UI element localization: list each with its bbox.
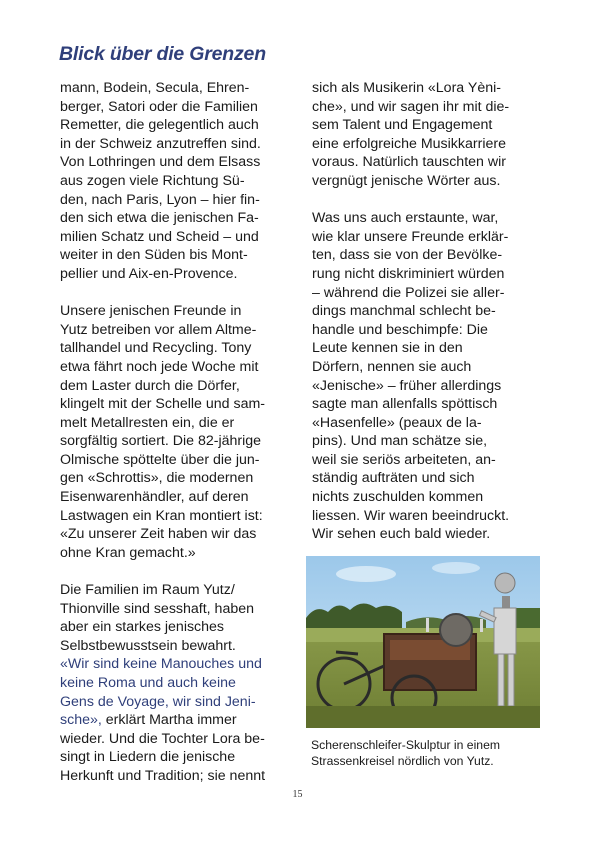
text-line: [312, 507, 547, 526]
body-text: Dörfern, nennen sie auch: [312, 358, 472, 375]
body-text: «Jenische» – früher allerdings: [312, 377, 502, 394]
text-line: [60, 711, 295, 730]
text-line: [312, 395, 547, 414]
body-text: vergnügt jenische Wörter aus.: [312, 172, 501, 189]
body-text: singt in Liedern die jenische: [60, 749, 236, 766]
body-text: etwa fährt noch jede Woche mit: [60, 358, 259, 375]
body-text: pellier und Aix-en-Provence.: [60, 265, 238, 282]
text-line: [60, 451, 295, 470]
page-heading: Blick über die Grenzen: [59, 43, 266, 65]
body-text: Die Familien im Raum Yutz/: [60, 582, 235, 599]
text-line: [60, 693, 295, 712]
body-text: voraus. Natürlich tauschten wir: [312, 154, 506, 171]
text-line: [60, 191, 295, 210]
quote-text: Gens de Voyage, wir sind Jeni-: [60, 693, 256, 710]
text-line: [60, 358, 295, 377]
text-line: [60, 488, 295, 507]
text-line: [60, 79, 295, 98]
text-line: [312, 79, 547, 98]
text-line: [60, 730, 295, 749]
body-text: liessen. Wir waren beeindruckt.: [312, 507, 510, 524]
body-text: Lastwagen ein Kran montiert ist:: [60, 507, 263, 524]
body-text: mann, Bodein, Secula, Ehren-: [60, 80, 250, 96]
body-text: wieder. Und die Tochter Lora be-: [60, 730, 265, 747]
body-text: klingelt mit der Schelle und sam-: [60, 396, 266, 413]
body-text: ohne Kran gemacht.»: [60, 544, 196, 561]
body-text: ten, dass sie von der Bevölke-: [312, 247, 503, 264]
paragraph-gap: [60, 284, 295, 303]
text-line: [312, 432, 547, 451]
text-line: [312, 135, 547, 154]
body-text: che», und wir sagen ihr mit die-: [312, 98, 510, 115]
text-line: [312, 246, 547, 265]
body-text: Von Lothringen und dem Elsass: [60, 154, 261, 171]
body-text: sich als Musikerin «Lora Yèni-: [312, 80, 501, 96]
body-text: aus zogen viele Richtung Sü-: [60, 172, 245, 189]
caption-line: Scherenschleifer-Skulptur in einem: [311, 738, 500, 752]
body-text: Yutz betreiben vor allem Altme-: [60, 321, 257, 338]
body-text: melt Metallresten ein, die er: [60, 414, 235, 431]
right-text-column: [312, 79, 547, 544]
text-line: [312, 358, 547, 377]
body-text: weiter in den Süden bis Mont-: [60, 247, 248, 264]
text-line: [60, 246, 295, 265]
text-line: [60, 748, 295, 767]
body-text: ständig aufträten und sich: [312, 470, 475, 487]
text-line: [60, 321, 295, 340]
text-line: [60, 302, 295, 321]
body-text: Thionville sind sesshaft, haben: [60, 600, 255, 617]
body-text: Olmische spöttelte über die jun-: [60, 451, 260, 468]
body-text: dem Laster durch die Dörfer,: [60, 377, 240, 394]
text-line: [60, 618, 295, 637]
body-text: den sich etwa die jenischen Fa-: [60, 210, 259, 227]
text-line: [312, 339, 547, 358]
text-line: [60, 767, 295, 786]
text-line: [312, 488, 547, 507]
body-text: Herkunft und Tradition; sie nennt: [60, 767, 266, 784]
body-text: in der Schweiz anzutreffen sind.: [60, 135, 261, 152]
text-line: [60, 116, 295, 135]
photo-caption: [311, 737, 546, 769]
page-number: 15: [292, 789, 303, 800]
text-line: [60, 135, 295, 154]
text-line: [312, 469, 547, 488]
text-line: [312, 209, 547, 228]
text-line: [60, 637, 295, 656]
sculpture-photo: [306, 556, 540, 728]
text-line: [60, 469, 295, 488]
text-line: [60, 600, 295, 619]
body-text: weil sie seriös arbeiteten, an-: [312, 451, 496, 468]
body-text: Remetter, die gelegentlich auch: [60, 117, 259, 134]
body-text: sorgfältig sortiert. Die 82-jährige: [60, 433, 262, 450]
body-text: – während die Polizei sie aller-: [312, 284, 505, 301]
text-line: [312, 302, 547, 321]
body-text: aber ein starkes jenisches: [60, 619, 225, 636]
quote-text: sche»,: [60, 712, 102, 729]
text-line: [312, 525, 547, 544]
body-text: Leute kennen sie in den: [312, 340, 463, 357]
text-line: [312, 265, 547, 284]
text-line: [312, 116, 547, 135]
text-line: [60, 228, 295, 247]
text-line: [312, 414, 547, 433]
body-text: handle und beschimpfe: Die: [312, 321, 488, 338]
text-line: [60, 377, 295, 396]
body-text: «Zu unserer Zeit haben wir das: [60, 526, 257, 543]
left-text-column: [60, 79, 295, 786]
body-text: Was uns auch erstaunte, war,: [312, 210, 499, 227]
text-line: [60, 153, 295, 172]
text-line: [312, 153, 547, 172]
text-line: [60, 507, 295, 526]
text-line: [312, 98, 547, 117]
body-text: eine erfolgreiche Musikkarriere: [312, 135, 506, 152]
body-text: tallhandel und Recycling. Tony: [60, 340, 252, 357]
body-text: Unsere jenischen Freunde in: [60, 303, 242, 320]
quote-text: keine Roma und auch keine: [60, 675, 236, 691]
paragraph-gap: [60, 562, 295, 581]
text-line: [60, 525, 295, 544]
text-line: [312, 228, 547, 247]
paragraph-gap: [312, 191, 547, 210]
body-text: milien Schatz und Scheid – und: [60, 228, 259, 245]
caption-line: Strassenkreisel nördlich von Yutz.: [311, 754, 494, 768]
body-text: sem Talent und Engagement: [312, 117, 493, 134]
text-line: [60, 581, 295, 600]
body-text: rung nicht diskriminiert würden: [312, 265, 505, 282]
body-text: Eisenwarenhändler, auf deren: [60, 489, 249, 506]
text-line: [60, 265, 295, 284]
text-line: [60, 98, 295, 117]
text-line: [60, 209, 295, 228]
text-line: [60, 172, 295, 191]
text-line: [60, 395, 295, 414]
text-line: [60, 339, 295, 358]
text-line: [312, 321, 547, 340]
text-line: [312, 284, 547, 303]
text-line: [60, 432, 295, 451]
body-text: den, nach Paris, Lyon – hier fin-: [60, 191, 260, 208]
body-text: berger, Satori oder die Familien: [60, 98, 258, 115]
body-text: wie klar unsere Freunde erklär-: [312, 228, 509, 245]
body-text: dings manchmal schlecht be-: [312, 303, 496, 320]
body-text: erklärt Martha immer: [101, 712, 237, 729]
body-text: gen «Schrottis», die modernen: [60, 470, 254, 487]
body-text: «Hasenfelle» (peaux de la-: [312, 414, 482, 431]
text-line: [60, 655, 295, 674]
body-text: Wir sehen euch bald wieder.: [312, 526, 491, 543]
text-line: [60, 414, 295, 433]
body-text: nichts zuschulden kommen: [312, 489, 484, 506]
text-line: [60, 544, 295, 563]
quote-text: «Wir sind keine Manouches und: [60, 656, 262, 673]
body-text: sagte man allenfalls spöttisch: [312, 396, 498, 413]
text-line: [312, 377, 547, 396]
text-line: [312, 451, 547, 470]
body-text: Selbstbewusstsein bewahrt.: [60, 637, 236, 654]
text-line: [312, 172, 547, 191]
text-line: [60, 674, 295, 693]
body-text: pins). Und man schätze sie,: [312, 433, 488, 450]
